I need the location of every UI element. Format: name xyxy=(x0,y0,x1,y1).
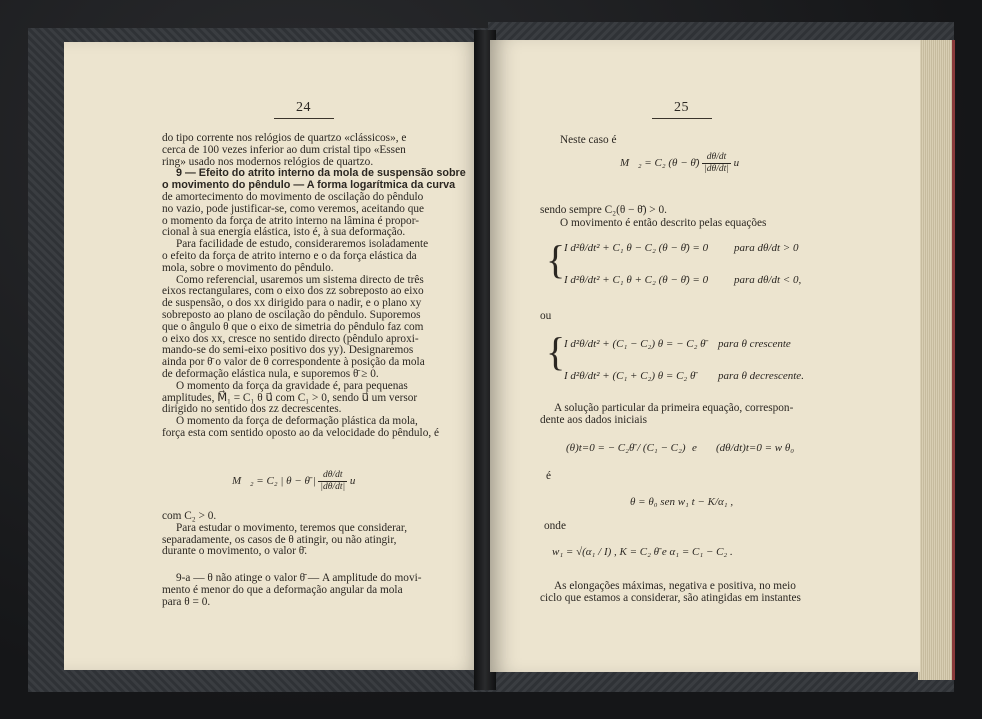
system2-eq-b: I d²θ/dt² + (C₁ + C₂) θ = C₂ θ̄ xyxy=(564,370,696,382)
page-number-rule xyxy=(652,118,712,119)
equation-fraction xyxy=(702,152,731,175)
text-line: cerca de 100 vezes inferior ao dum cristal tipo «Essen xyxy=(162,143,406,156)
text-line: A solução particular da primeira equação, correspon- xyxy=(554,402,794,414)
onde-line: onde xyxy=(544,520,566,532)
text-line: Para facilidade de estudo, consideraremos isoladamente xyxy=(176,238,429,251)
text-line: separadamente, os casos de θ atingir, ou não atingir, xyxy=(162,533,397,546)
e-word: é xyxy=(546,470,552,482)
text-line: ring» usado nos modernos relógios de quartzo. xyxy=(162,155,374,168)
text-line: de suspensão, o dos xx dirigido para o nadir, e o plano xy xyxy=(162,297,422,310)
system2-eq-a: I d²θ/dt² + (C₁ − C₂) θ = − C₂ θ̄ xyxy=(564,338,706,350)
text-line: para θ = 0. xyxy=(162,595,211,608)
text-line: força esta com sentido oposto ao da velocidade do pêndulo, é xyxy=(162,427,439,439)
text-line: dirigido no sentido dos zz decrescentes. xyxy=(162,403,342,416)
text-line: durante o movimento, o valor θ̄. xyxy=(162,545,308,558)
versor-u: u⃗ xyxy=(349,475,364,488)
fraction-denominator: |dθ/dt| xyxy=(704,164,729,174)
text-line: de deformação elástica nula, e suporemos θ̄ ≥ 0. xyxy=(162,368,379,380)
text-line: mento é menor do que a deformação angular da mola xyxy=(162,583,403,596)
sendo-line: sendo sempre C₂(θ − θ̄) > 0. xyxy=(540,204,667,216)
text-line: cional à sua energia elástica, isto é, à sua deformação. xyxy=(162,226,406,239)
ou-line: ou xyxy=(540,310,552,322)
text-line: o efeito da força de atrito interno e o da força elástica da xyxy=(162,250,417,262)
equation-fraction xyxy=(318,470,347,493)
movimento-line: O movimento é então descrito pelas equações xyxy=(560,217,767,229)
fraction-numerator: dθ/dt xyxy=(702,152,731,164)
system1-eq-a: I d²θ/dt² + C₁ θ − C₂ (θ − θ̄) = 0 xyxy=(564,242,709,254)
intro-line: Neste caso é xyxy=(560,134,617,146)
initial-condition-b: (dθ/dt)t=0 = w θ₀ xyxy=(716,442,795,454)
text-line: de amortecimento do movimento de oscilação do pêndulo xyxy=(162,191,424,203)
text-line: mola, sobre o movimento do pêndulo. xyxy=(162,261,334,274)
text-line: eixos rectangulares, com o eixo dos zz sobreposto ao eixo xyxy=(162,285,424,298)
text-line: o movimento do pêndulo — A forma logarítmica da curva xyxy=(162,179,456,192)
page-edges xyxy=(918,40,955,680)
versor-u: u⃗ xyxy=(733,157,748,170)
fraction-denominator: |dθ/dt| xyxy=(320,482,346,492)
text-line: sobreposto ao plano de oscilação do pêndulo. Suporemos xyxy=(162,309,421,321)
text-line: do tipo corrente nos relógios de quartzo «clássicos», e xyxy=(162,132,407,144)
text-line: O momento da força da gravidade é, para pequenas xyxy=(176,379,408,392)
system2-cond-a: para θ crescente xyxy=(718,338,791,350)
page-number-rule xyxy=(274,118,334,119)
text-line: 9-a — θ não atinge o valor θ̄ — A amplitude do movi- xyxy=(176,572,422,584)
text-line: no vazio, pode justificar-se, como veremos, aceitando que xyxy=(162,202,425,215)
system1-cond-b: para dθ/dt < 0, xyxy=(734,274,802,286)
text-line: dente aos dados iniciais xyxy=(540,414,647,426)
equation-m2-lhs: M⃗₂ = C₂ | θ − θ̄ | xyxy=(232,475,316,488)
left-page xyxy=(64,42,482,670)
text-line: o eixo dos xx, cresce no sentido directo (pêndulo aproxi- xyxy=(162,332,419,345)
text-line: 9 — Efeito do atrito interno da mola de suspensão sobre xyxy=(176,167,466,180)
text-line: o momento da força de atrito interno na lâmina é propor- xyxy=(162,214,419,227)
text-line: As elongações máximas, negativa e positiva, no meio xyxy=(554,580,796,592)
right-page xyxy=(490,40,920,672)
equation-m2-right xyxy=(620,152,748,175)
solution-equation: θ = θ₀ sen w₁ t − K/α₁ , xyxy=(630,496,734,508)
text-line: que o ângulo θ que o eixo de simetria do pêndulo faz com xyxy=(162,320,424,333)
system-brace-2: { xyxy=(546,329,566,374)
equation-m2-lhs: M⃗₂ = C₂ (θ − θ̄) xyxy=(620,157,700,170)
page-number: 25 xyxy=(674,100,689,115)
text-line: com C₂ > 0. xyxy=(162,510,217,522)
initial-condition-a: (θ)t=0 = − C₂θ̄ / (C₁ − C₂) xyxy=(566,442,686,454)
text-line: ainda por θ̄ o valor de θ correspondente à posição da mola xyxy=(162,356,425,369)
text-line: amplitudes, M⃗₁ = C₁ θ u⃗ com C₁ > 0, sendo u⃗ um versor xyxy=(162,391,418,404)
text-line: mando-se do semi-eixo positivo dos yy). Designaremos xyxy=(162,344,414,357)
system2-cond-b: para θ decrescente. xyxy=(718,370,804,382)
initial-condition-e: e xyxy=(692,442,697,454)
text-line: O momento da força de deformação plástica da mola, xyxy=(176,415,418,428)
text-line: ciclo que estamos a considerar, são atingidas em instantes xyxy=(540,592,801,604)
system1-cond-a: para dθ/dt > 0 xyxy=(734,242,799,254)
system-brace-1: { xyxy=(546,237,566,282)
equation-m2-left xyxy=(232,470,364,493)
page-number: 24 xyxy=(296,100,311,115)
text-line: Como referencial, usaremos um sistema directo de três xyxy=(176,273,424,286)
fraction-numerator: dθ/dt xyxy=(318,470,347,482)
system1-eq-b: I d²θ/dt² + C₁ θ + C₂ (θ − θ̄) = 0 xyxy=(564,274,709,286)
text-line: Para estudar o movimento, teremos que considerar, xyxy=(176,521,408,534)
definitions-line: w₁ = √(α₁ / I) , K = C₂ θ̄ e α₁ = C₁ − C₂ . xyxy=(552,546,733,558)
